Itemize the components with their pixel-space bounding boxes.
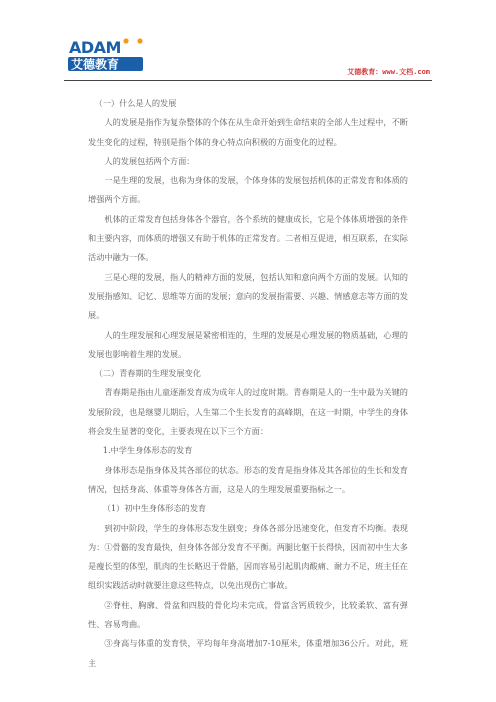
svg-text:艾德教育: 艾德教育: [71, 57, 120, 72]
body-paragraph: 一是生理的发展，也称为身体的发展，个体身体的发展包括机体的正常发育和体质的增强两个方面。: [88, 175, 408, 205]
site-label[interactable]: 艾德教育：www.文档.com: [347, 68, 430, 76]
logo-graphic: [68, 38, 148, 72]
adam-logo: [68, 38, 148, 72]
body-paragraph: ③身高与体重的发育快，平均每年身高增加7-10厘米，体重增加36公斤。对此，班主: [88, 638, 408, 668]
page-header: [0, 0, 496, 80]
svg-text:ADAM: ADAM: [69, 38, 121, 57]
body-paragraph: 人的发展包括两个方面：: [104, 155, 195, 166]
body-paragraph: ②脊柱、胸廓、骨盆和四肢的骨化均未完成，骨富含钙质较少，比较柔软、富有弹性、容易弯曲。: [88, 599, 408, 630]
body-paragraph: 青春期是指由儿童逐渐发育成为成年人的过度时期。青春期是人的一生中最为关键的发展阶段，也是继婴儿期后，人生第二个生长发育的高峰期，在这一时期，中学生的身体将会发生显著的变化，主要表现在以下三个方面：: [88, 387, 408, 437]
body-paragraph: 机体的正常发育包括身体各个器官，各个系统的健康成长，它是个体体质增强的条件和主要内容，而体质的增强又有助于机体的正常发育。二者相互促进，相互联系，在实际活动中融为一体。: [88, 213, 408, 263]
body-paragraph: 人的生理发展和心理发展是紧密相连的，生理的发展是心理发展的物质基础，心理的发展也影响着生理的发展。: [88, 329, 408, 359]
body-paragraph: 人的发展是指作为复杂整体的个体在从生命开始到生命结束的全部人生过程中，不断发生变化的过程，特别是指个体的身心特点向积极的方面变化的过程。: [88, 117, 408, 147]
section-heading: 1.中学生身体形态的发育: [102, 445, 193, 456]
header-divider: [64, 80, 432, 81]
body-paragraph: 到初中阶段，学生的身体形态发生剧变；身体各部分迅速变化，但发育不均衡。表现为：①骨骼的发育最快，但身体各部分发育不平衡。两腿比躯干长得快，因而初中生大多是瘦长型的体型，肌肉的生长略迟于骨骼，因而容易引起肌肉酸痛、耐力不足，班主任在组织实践活动时就要注意这些特点，以免出现伤亡事故。: [88, 522, 408, 591]
section-heading: （1）初中生身体形态的发育: [102, 503, 207, 514]
section-heading: （二）青春期的生理发展变化: [94, 368, 201, 379]
section-heading: （一）什么是人的发展: [94, 98, 177, 108]
document-body: [88, 94, 408, 673]
body-paragraph: 三是心理的发展，指人的精神方面的发展，包括认知和意向两个方面的发展。认知的发展指感知、记忆、思维等方面的发展；意向的发展指需要、兴趣、情感意志等方面的发展。: [88, 271, 408, 321]
body-paragraph: 身体形态是指身体及其各部位的状态。形态的发育是指身体及其各部位的生长和发育情况，包括身高、体重等身体各方面，这是人的生理发展重要指标之一。: [88, 464, 408, 494]
